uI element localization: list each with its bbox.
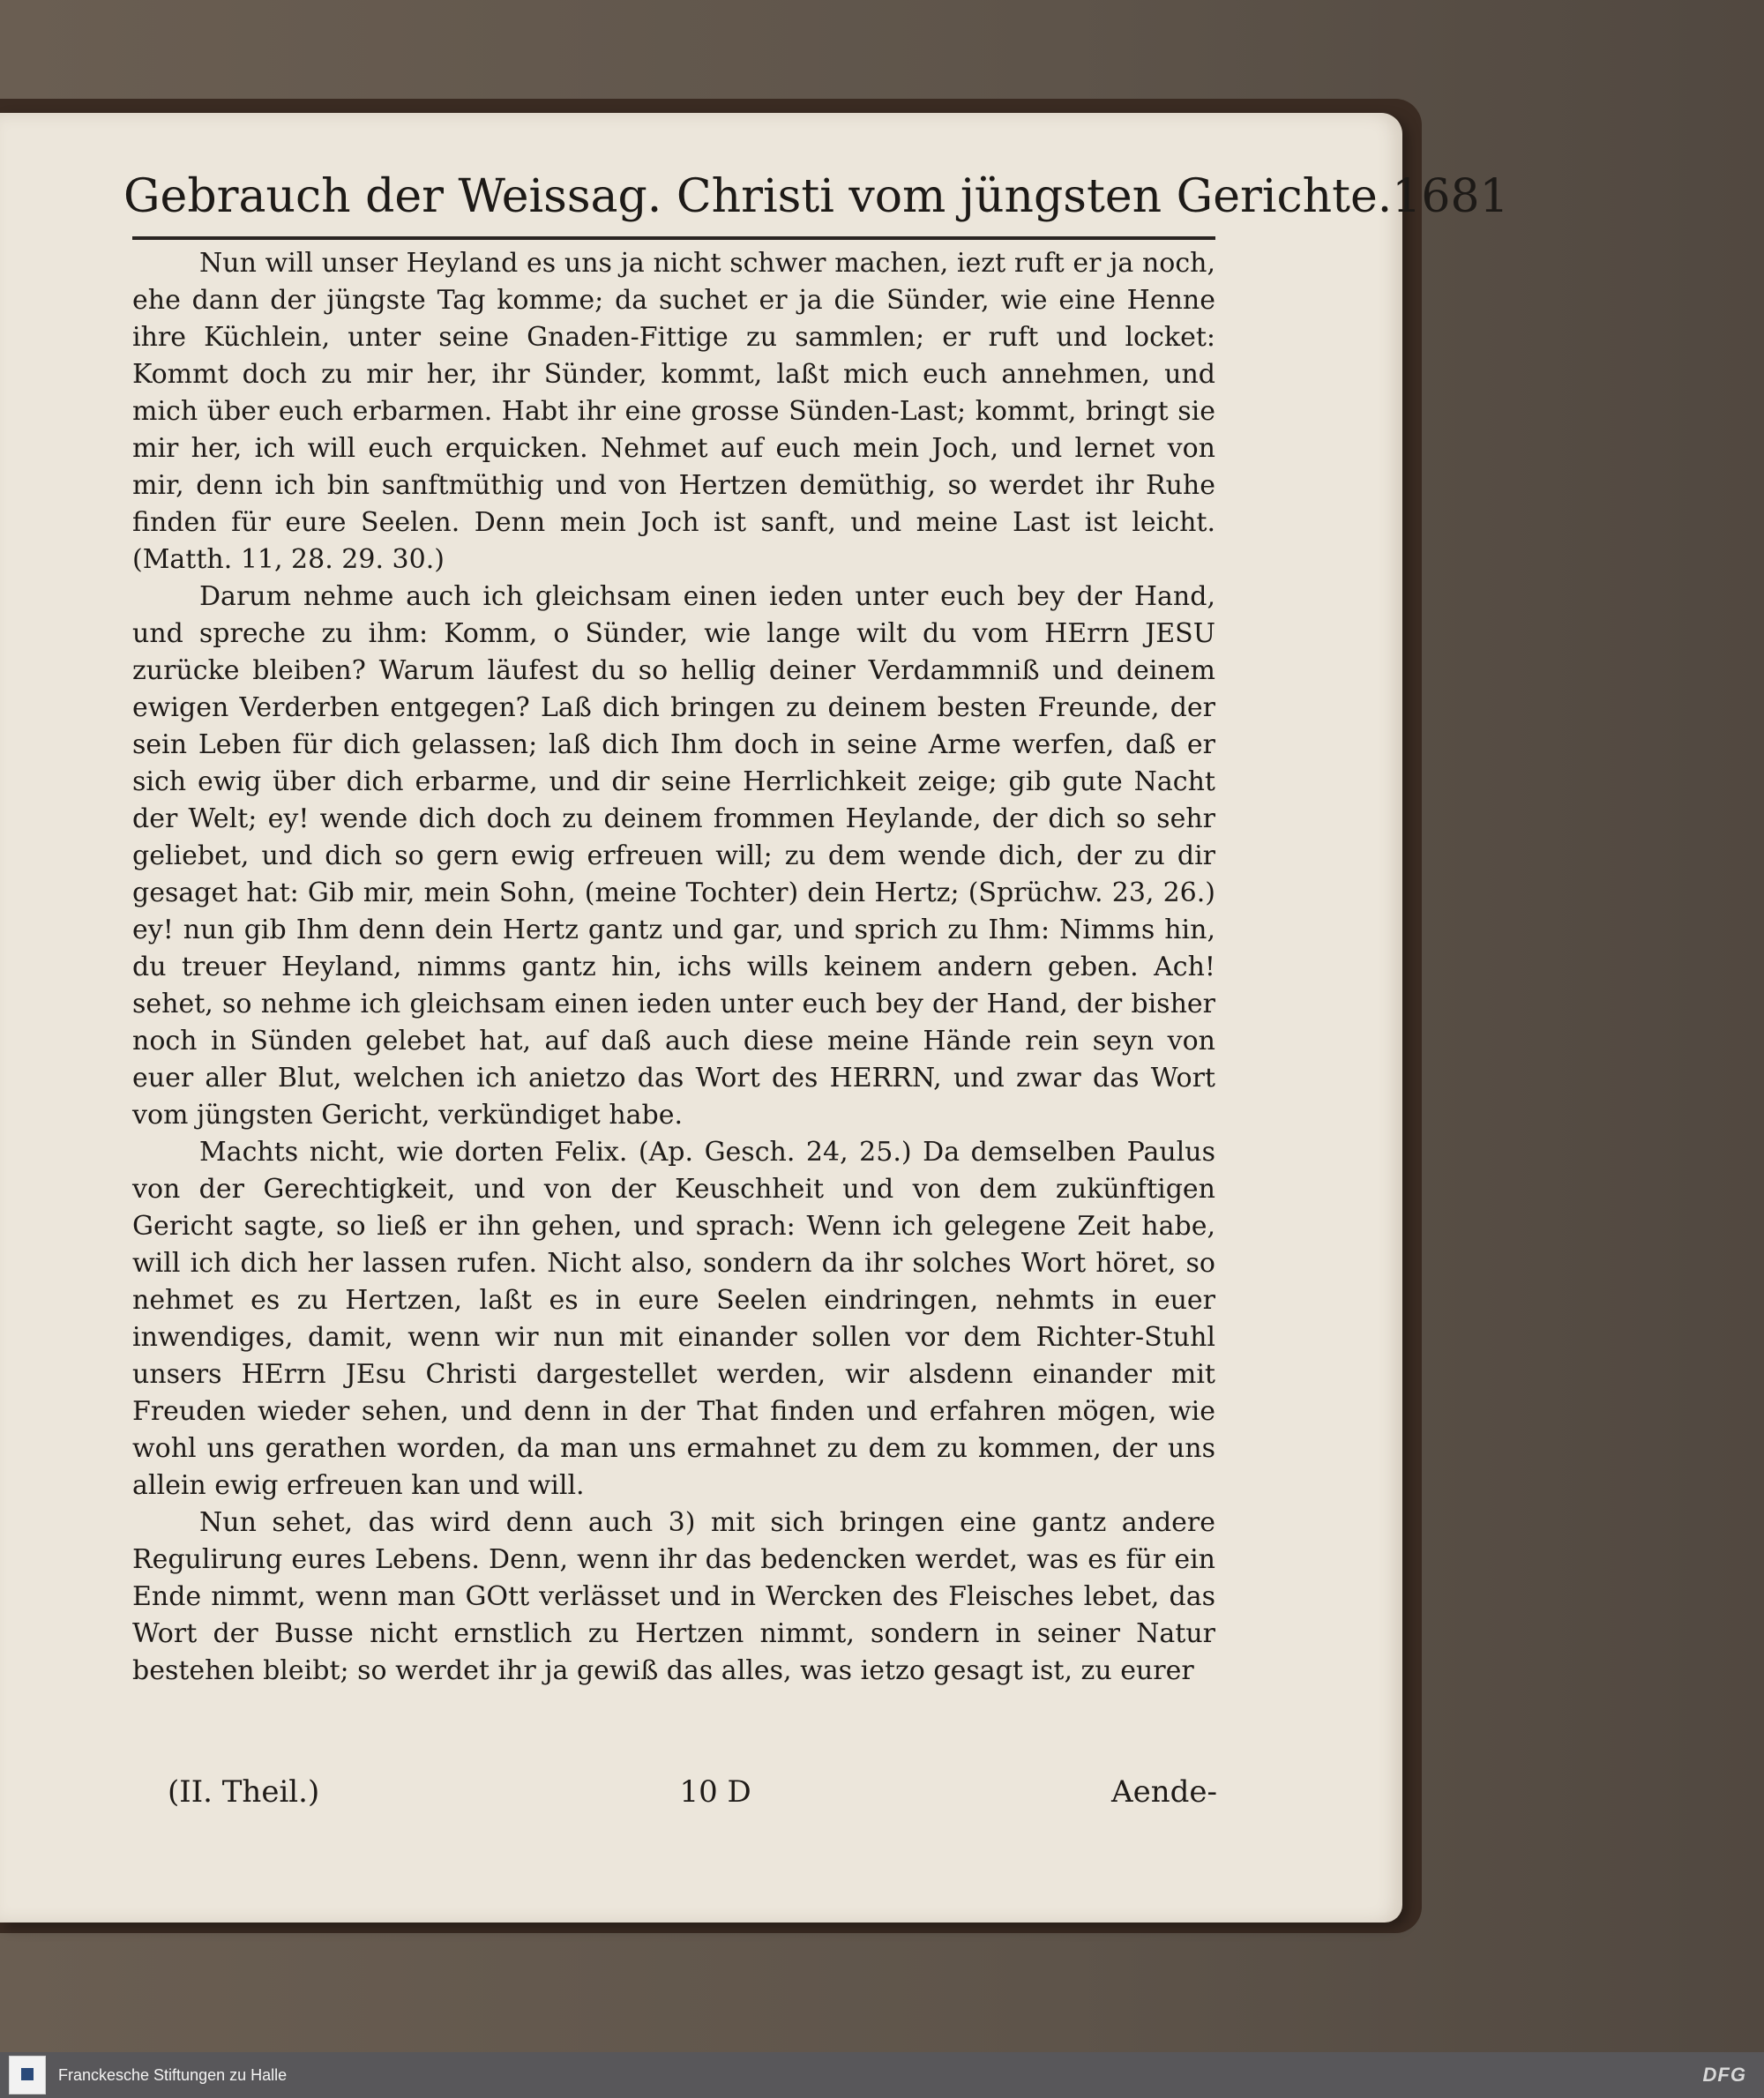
page-header	[123, 170, 1509, 232]
viewer-bottom-bar	[0, 2052, 1764, 2098]
page-body-text	[132, 245, 1215, 1690]
institution-logo-icon[interactable]	[9, 2056, 46, 2094]
dfg-logo[interactable]: DFG	[1702, 2064, 1746, 2086]
page-number: 1681	[1392, 170, 1509, 223]
running-head: Gebrauch der Weissag. Christi vom jüngsten Gerichte.	[123, 170, 1393, 223]
paragraph: Darum nehme auch ich gleichsam einen ieden unter euch bey der Hand, und spreche zu ihm: Komm, o Sünder, wie lange wilt du vom HErrn JESU zurücke bleiben? Warum läufest du so hellig deiner Verdammniß und deinem ewigen Verderben entgegen? Laß dich bringen zu deinem besten Freunde, der sein Leben für dich gelassen; laß dich Ihm doch in seine Arme werfen, daß er sich ewig über dich erbarme, und dir seine Herrlichkeit zeige; gib gute Nacht der Welt; ey! wende dich doch zu deinem frommen Heylande, der dich so sehr geliebet, und dich so gern ewig erfreuen will; zu dem wende dich, der zu dir gesaget hat: Gib mir, mein Sohn, (meine Tochter) dein Hertz; (Sprüchw. 23, 26.) ey! nun gib Ihm denn dein Hertz gantz und gar, und sprich zu Ihm: Nimms hin, du treuer Heyland, nimms gantz hin, ichs wills keinem andern geben. Ach! sehet, so nehme ich gleichsam einen ieden unter euch bey der Hand, der bisher noch in Sünden gelebet hat, auf daß auch diese meine Hände rein seyn von euer aller Blut, welchen ich anietzo das Wort des HERRN, und zwar das Wort vom jüngsten Gericht, verkündiget habe.	[132, 581, 1215, 1131]
paragraph: Nun will unser Heyland es uns ja nicht schwer machen, iezt ruft er ja noch, ehe dann der jüngste Tag komme; da suchet er ja die Sünder, wie eine Henne ihre Küchlein, unter seine Gnaden-Fittige zu sammlen; er ruft und locket: Kommt doch zu mir her, ihr Sünder, kommt, laßt mich euch annehmen, und mich über euch erbarmen. Habt ihr eine grosse Sünden-Last; kommt, bringt sie mir her, ich will euch erquicken. Nehmet auf euch mein Joch, und lernet von mir, denn ich bin sanftmüthig und von Hertzen demüthig, so werdet ihr Ruhe finden für eure Seelen. Denn mein Joch ist sanft, und meine Last ist leicht. (Matth. 11, 28. 29. 30.)	[132, 248, 1215, 575]
paragraph: Nun sehet, das wird denn auch 3) mit sich bringen eine gantz andere Regulirung eures Lebens. Denn, wenn ihr das bedencken werdet, was es für ein Ende nimmt, wenn man GOtt verlässet und in Wercken des Fleisches lebet, das Wort der Busse nicht ernstlich zu Hertzen nimmt, sondern in seiner Natur bestehen bleibt; so werdet ihr ja gewiß das alles, was ietzo gesagt ist, zu eurer	[132, 1507, 1215, 1686]
header-rule	[132, 236, 1215, 240]
paragraph: Machts nicht, wie dorten Felix. (Ap. Gesch. 24, 25.) Da demselben Paulus von der Gerechtigkeit, und von der Keuschheit und von dem zukünftigen Gericht sagte, so ließ er ihn gehen, und sprach: Wenn ich gelegene Zeit habe, will ich dich her lassen rufen. Nicht also, sondern da ihr solches Wort höret, so nehmet es zu Hertzen, laßt es in eure Seelen eindringen, nehmts in euer inwendiges, damit, wenn wir nun mit einander sollen vor dem Richter-Stuhl unsers HErrn JEsu Christi dargestellet werden, wir alsdenn einander mit Freuden wieder sehen, und denn in der That finden und erfahren mögen, wie wohl uns gerathen worden, da man uns ermahnet zu dem zu kommen, der uns allein ewig erfreuen kan und will.	[132, 1137, 1215, 1501]
signature-left: (II. Theil.)	[168, 1774, 320, 1810]
signature-mark: 10 D	[679, 1774, 751, 1810]
page-footer	[168, 1774, 1217, 1813]
institution-name[interactable]: Franckesche Stiftungen zu Halle	[58, 2065, 288, 2084]
logo-mark	[21, 2068, 34, 2080]
catchword: Aende-	[1111, 1774, 1217, 1810]
